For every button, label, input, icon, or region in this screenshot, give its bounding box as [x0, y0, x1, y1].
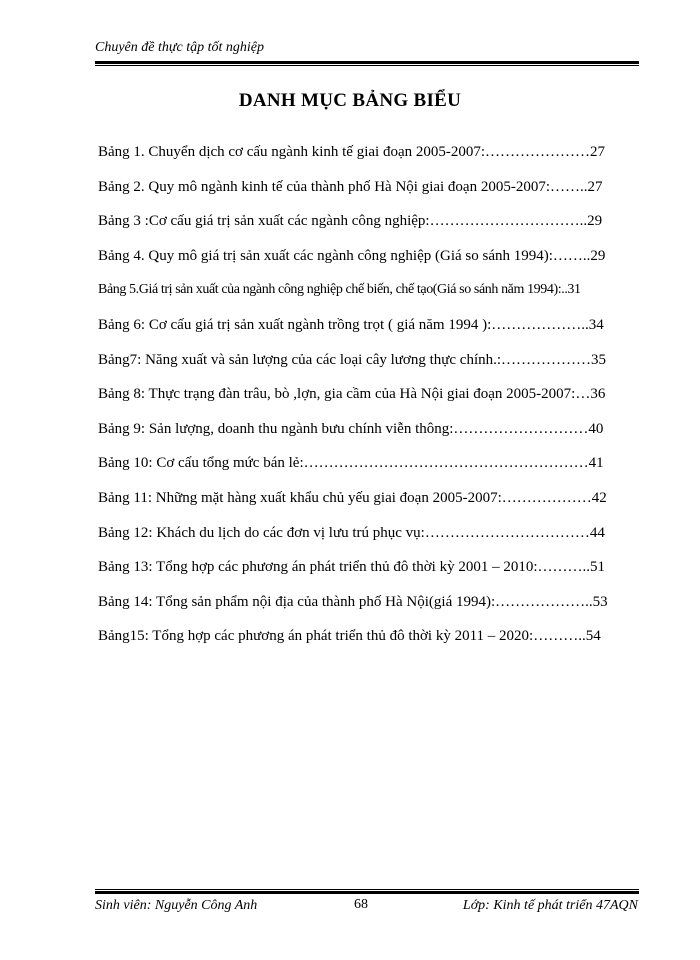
list-item: Bảng 10: Cơ cấu tổng mức bán lẻ:…………………………………………………41 — [98, 455, 604, 472]
list-item: Bảng 3 :Cơ cấu giá trị sản xuất các ngành công nghiệp:…………………………..29 — [98, 213, 603, 230]
list-item: Bảng 6: Cơ cấu giá trị sản xuất ngành trồng trọt ( giá năm 1994 ):………………..34 — [98, 316, 604, 333]
list-item: Bảng 13: Tổng hợp các phương án phát triển thủ đô thời kỳ 2001 – 2010:………..51 — [98, 559, 606, 576]
list-item: Bảng 5.Giá trị sản xuất của ngành công nghiệp chế biến, chế tạo(Giá so sánh năm 1994):..31 — [98, 282, 581, 298]
list-item: Bảng 9: Sản lượng, doanh thu ngành bưu chính viễn thông:………………………40 — [98, 420, 604, 437]
footer-student: Sinh viên: Nguyễn Công Anh — [95, 898, 258, 913]
list-item: Bảng 4. Quy mô giá trị sản xuất các ngành công nghiệp (Giá so sánh 1994):……..29 — [98, 247, 606, 264]
page-title: DANH MỤC BẢNG BIỂU — [238, 90, 462, 111]
page-number: 68 — [354, 897, 368, 912]
footer-class: Lớp: Kinh tế phát triển 47AQN — [462, 898, 638, 913]
running-header: Chuyên đề thực tập tốt nghiệp — [95, 40, 264, 55]
table-list — [98, 139, 658, 658]
list-item: Bảng 11: Những mặt hàng xuất khẩu chủ yếu giai đoạn 2005-2007:………………42 — [98, 489, 607, 506]
list-item: Bảng7: Năng xuất và sản lượng của các loại cây lương thực chính.:………………35 — [98, 351, 607, 368]
footer-rule — [95, 889, 639, 894]
list-item: Bảng 8: Thực trạng đàn trâu, bò ,lợn, gia cầm của Hà Nội giai đoạn 2005-2007:…36 — [98, 386, 606, 403]
header-rule — [95, 61, 639, 66]
list-item: Bảng 12: Khách du lịch do các đơn vị lưu trú phục vụ:……………………………44 — [98, 524, 605, 541]
list-item: Bảng 2. Quy mô ngành kinh tế của thành phố Hà Nội giai đoạn 2005-2007:……..27 — [98, 178, 603, 195]
list-item: Bảng 14: Tổng sản phẩm nội địa của thành phố Hà Nội(giá 1994):………………..53 — [98, 593, 608, 610]
list-item: Bảng 1. Chuyển dịch cơ cấu ngành kinh tế giai đoạn 2005-2007:…………………27 — [98, 144, 606, 160]
list-item: Bảng15: Tổng hợp các phương án phát triển thủ đô thời kỳ 2011 – 2020:………..54 — [98, 628, 601, 645]
